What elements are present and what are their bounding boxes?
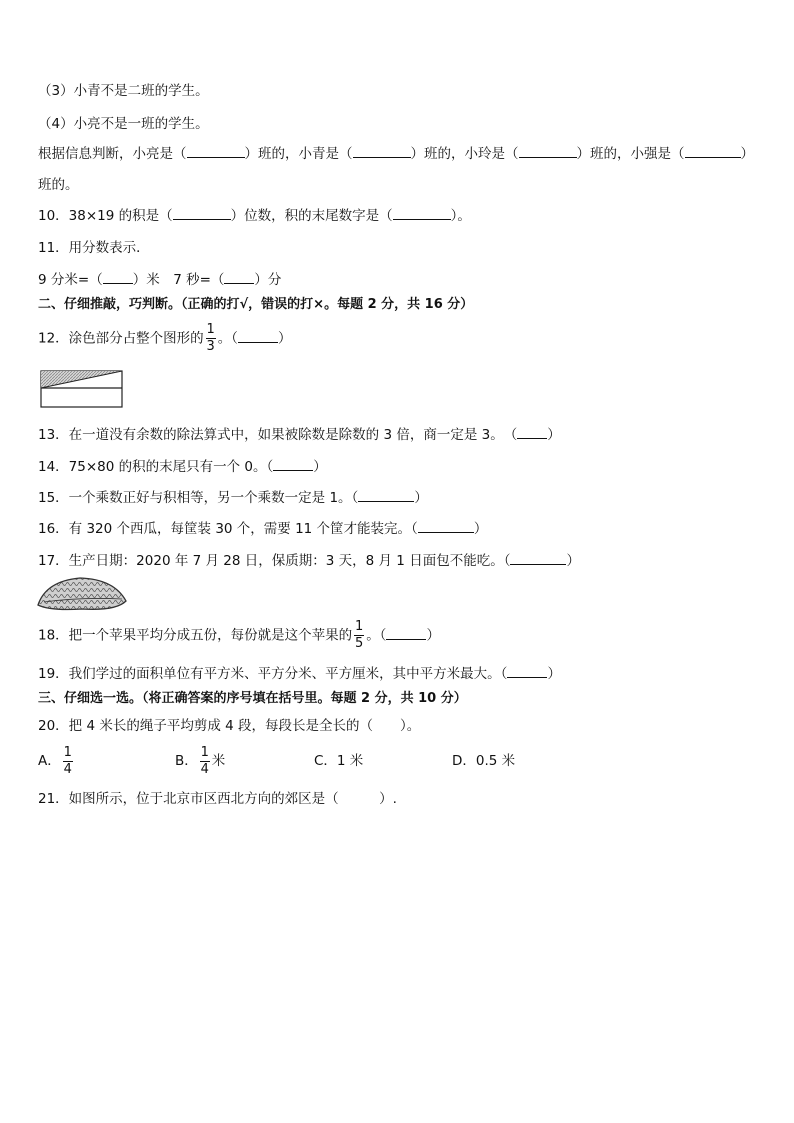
option-c[interactable]: C．1 米 <box>314 753 364 769</box>
question-15: 15．一个乘数正好与积相等，另一个乘数一定是 1。（ ） <box>38 490 428 506</box>
question-12: 12．涂色部分占整个图形的 $\frac{1}{3}$ 。（ ） <box>38 322 292 354</box>
answer-blank[interactable] <box>224 271 254 284</box>
answer-blank[interactable] <box>685 145 741 158</box>
shaded-rectangle <box>40 370 124 408</box>
question-13: 13．在一道没有余数的除法算式中，如果被除数是除数的 3 倍，商一定是 3。 （ ） <box>38 427 561 443</box>
answer-blank[interactable] <box>386 627 426 640</box>
answer-blank[interactable] <box>507 665 547 678</box>
answer-blank[interactable] <box>103 271 133 284</box>
answer-blank[interactable] <box>273 458 313 471</box>
question-19: 19．我们学过的面积单位有平方米、平方分米、平方厘米，其中平方米最大。（ ） <box>38 666 561 682</box>
question-20-options <box>38 744 758 780</box>
fraction-one-third: $\frac{1}{3}$ <box>206 322 215 354</box>
fraction-one-fourth: $\frac{1}{4}$ <box>200 744 209 777</box>
option-b[interactable]: B． $\frac{1}{4}$ 米 <box>175 744 226 777</box>
answer-blank[interactable] <box>418 520 474 533</box>
question-11-items: 9 分米=（ ）米 7 秒=（ ）分 <box>38 272 282 288</box>
question-11: 11．用分数表示． <box>38 240 150 256</box>
answer-blank[interactable] <box>238 330 278 343</box>
option-a[interactable]: A． $\frac{1}{4}$ <box>38 744 72 777</box>
question-21: 21．如图所示，位于北京市区西北方向的郊区是（ ）. <box>38 791 397 807</box>
answer-blank[interactable] <box>358 489 414 502</box>
judge-question: 根据信息判断，小亮是（ ）班的，小青是（ ）班的，小玲是（ ）班的，小强是（ ） <box>38 146 754 162</box>
section-3-heading: 三、仔细选一选。（将正确答案的序号填在括号里。每题 2 分，共 10 分） <box>38 691 467 706</box>
statement-3: （3）小青不是二班的学生。 <box>38 83 209 99</box>
fraction-one-fourth: $\frac{1}{4}$ <box>63 744 72 777</box>
answer-blank[interactable] <box>393 207 451 220</box>
fraction-one-fifth: $\frac{1}{5}$ <box>355 619 364 651</box>
answer-blank[interactable] <box>353 145 411 158</box>
option-d[interactable]: D．0.5 米 <box>452 753 516 769</box>
answer-blank[interactable] <box>519 145 577 158</box>
question-17: 17．生产日期：2020 年 7 月 28 日，保质期：3 天，8 月 1 日面包不能吃。（ ） <box>38 553 580 569</box>
question-18: 18．把一个苹果平均分成五份，每份就是这个苹果的 $\frac{1}{5}$ 。（ ） <box>38 619 440 651</box>
answer-blank[interactable] <box>173 207 231 220</box>
statement-4: （4）小亮不是一班的学生。 <box>38 116 209 132</box>
question-16: 16．有 320 个西瓜，每筐装 30 个，需要 11 个筐才能装完。（ ） <box>38 521 488 537</box>
answer-blank[interactable] <box>187 145 245 158</box>
answer-blank[interactable] <box>517 426 547 439</box>
question-10: 10．38×19 的积是（ ）位数，积的末尾数字是（ ）。 <box>38 208 471 224</box>
question-20: 20．把 4 米长的绳子平均剪成 4 段，每段长是全长的（ ）。 <box>38 718 421 734</box>
question-14: 14．75×80 的积的末尾只有一个 0。（ ） <box>38 459 327 475</box>
answer-blank[interactable] <box>510 552 566 565</box>
judge-question-cont: 班的。 <box>38 177 79 193</box>
section-2-heading: 二、仔细推敲，巧判断。（正确的打√，错误的打×。每题 2 分，共 16 分） <box>38 297 474 312</box>
bread-icon <box>36 575 128 613</box>
